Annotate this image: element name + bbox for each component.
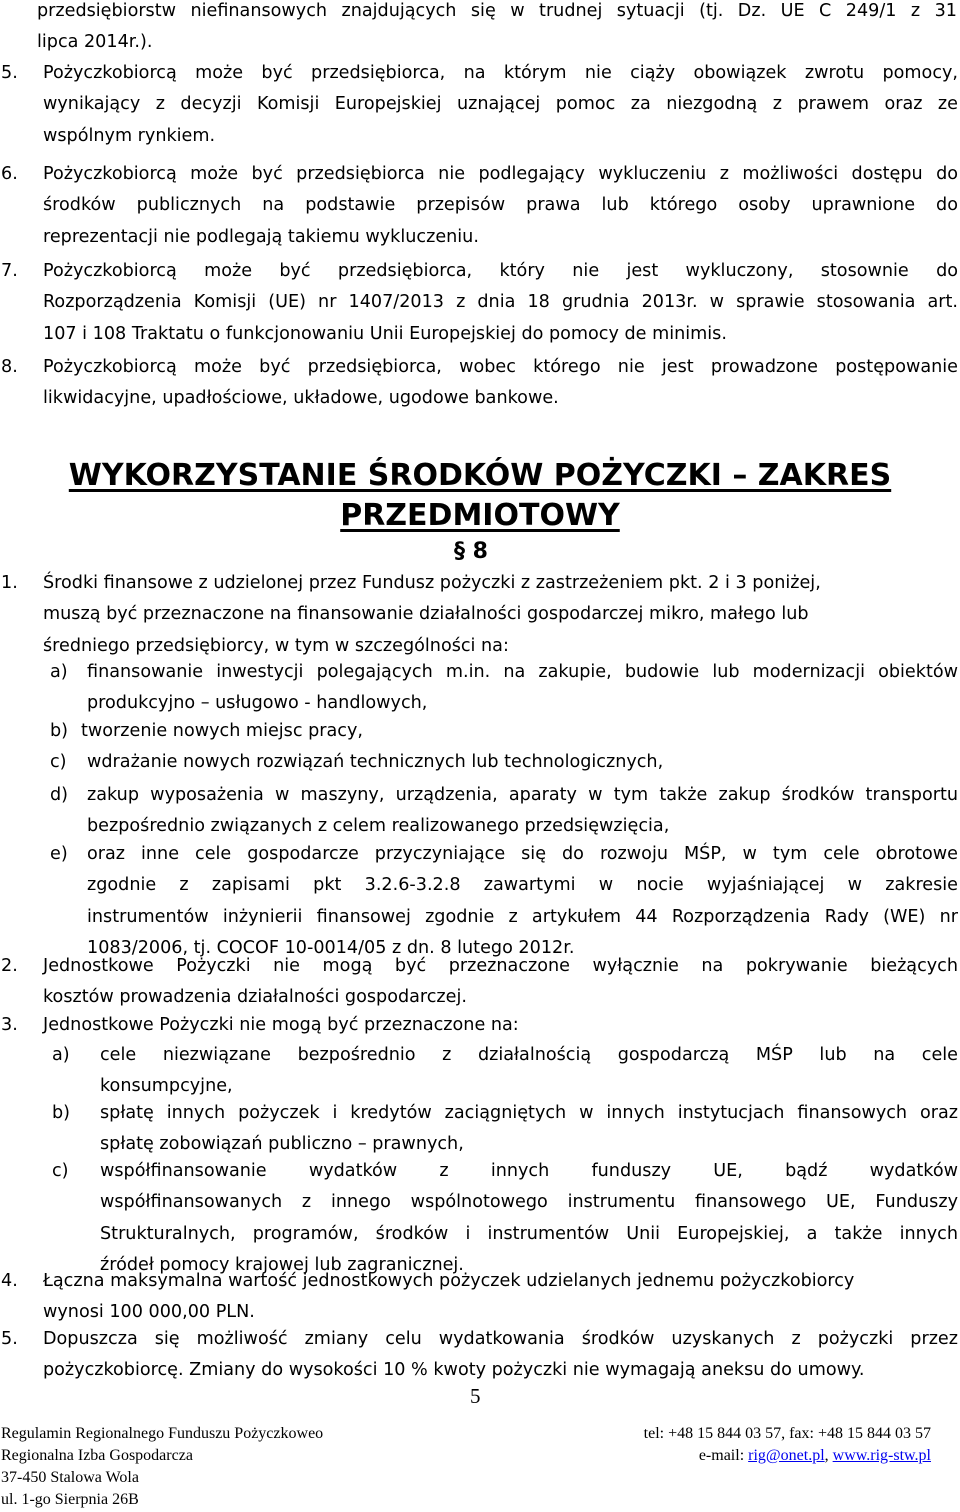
- sub-item-label: c): [52, 1161, 69, 1181]
- section-heading: PRZEDMIOTOWY: [340, 498, 620, 533]
- footer-email-label: e-mail:: [698, 1447, 749, 1464]
- item-number: 6.: [1, 164, 18, 184]
- text-line: wspólnym rynkiem.: [43, 125, 216, 146]
- page-number: 5: [470, 1384, 481, 1408]
- footer-line: 37-450 Stalowa Wola: [1, 1469, 139, 1486]
- sub-item: [50, 716, 958, 747]
- list-item: [1, 1010, 958, 1041]
- list-item: [1, 568, 958, 662]
- sub-item-label: b): [52, 1103, 71, 1123]
- text-line: Pożyczkobiorcą może być przedsiębiorca nie podlegający wykluczeniu z możliwości dostępu do: [43, 164, 958, 184]
- text-line: Pożyczkobiorcą może być przedsiębiorca, na którym nie ciąży obowiązek zwrotu pomocy,: [43, 63, 958, 83]
- website-link[interactable]: www.rig-stw.pl: [832, 1447, 931, 1464]
- list-item: [1, 352, 958, 415]
- text-line: 1083/2006, tj. COCOF 10-0014/05 z dn. 8 lutego 2012r.: [87, 938, 575, 959]
- text-line: instrumentów inżynierii finansowej zgodnie z artykułem 44 Rozporządzenia Rady (WE) nr: [87, 906, 958, 927]
- text-line: Łączna maksymalna wartość jednostkowych pożyczek udzielanych jednemu pożyczkobiorcy: [43, 1271, 855, 1291]
- sub-item: [50, 657, 958, 720]
- text-line: bezpośrednio związanych z celem realizowanego przedsięwzięcia,: [87, 816, 670, 837]
- item-number: 1.: [1, 573, 18, 593]
- text-line: źródeł pomocy krajowej lub zagranicznej.: [100, 1255, 464, 1276]
- sub-item-label: a): [50, 662, 68, 682]
- text-line: Jednostkowe Pożyczki nie mogą być przeznaczone wyłącznie na pokrywanie bieżących: [43, 956, 958, 976]
- text-line: spłatę innych pożyczek i kredytów zaciągniętych w innych instytucjach finansowych oraz: [100, 1103, 958, 1123]
- text-line: cele niezwiązane bezpośrednio z działalnością gospodarczą MŚP lub na cele: [100, 1045, 958, 1065]
- text-line: reprezentacji nie podlegają takiemu wykluczeniu.: [43, 226, 479, 247]
- footer-separator: ,: [824, 1447, 833, 1464]
- sub-item-label: a): [52, 1045, 70, 1065]
- text-line: pożyczkobiorcę. Zmiany do wysokości 10 % kwoty pożyczki nie wymagają aneksu do umowy.: [43, 1360, 865, 1381]
- text-line: Dopuszcza się możliwość zmiany celu wydatkowania środków uzyskanych z pożyczki przez: [43, 1329, 958, 1349]
- list-item: [1, 159, 958, 253]
- item-number: 8.: [1, 357, 18, 377]
- text-line: oraz inne cele gospodarcze przyczyniające się do rozwoju MŚP, w tym cele obrotowe: [87, 844, 958, 864]
- list-item: [1, 1266, 958, 1329]
- text-line: 107 i 108 Traktatu o funkcjonowaniu Unii Europejskiej do pomocy de minimis.: [43, 323, 727, 344]
- sub-item-label: c): [50, 752, 67, 772]
- text-line: konsumpcyjne,: [100, 1076, 233, 1097]
- footer-left: [1, 1423, 323, 1511]
- footer-line: Regulamin Regionalnego Funduszu Pożyczkoweo: [1, 1425, 324, 1442]
- email-link[interactable]: rig@onet.pl: [748, 1447, 825, 1464]
- footer-line: ul. 1-go Sierpnia 26B: [1, 1491, 139, 1508]
- text-line: kosztów prowadzenia działalności gospodarczej.: [43, 987, 467, 1008]
- list-item: [1, 58, 958, 152]
- text-line: wynikający z decyzji Komisji Europejskiej uznającej pomoc za niezgodną z prawem oraz ze: [43, 94, 958, 115]
- list-item: [1, 1324, 958, 1387]
- item-number: 3.: [1, 1015, 18, 1035]
- text-line: środków publicznych na podstawie przepisów prawa lub którego osoby uprawnione do: [43, 195, 958, 216]
- text-line: produkcyjno – usługowo - handlowych,: [87, 693, 428, 714]
- text-line: likwidacyjne, upadłościowe, układowe, ugodowe bankowe.: [43, 388, 559, 409]
- text-line: Środki finansowe z udzielonej przez Fundusz pożyczki z zastrzeżeniem pkt. 2 i 3 poniżej,: [43, 573, 821, 593]
- footer-contact: [644, 1445, 931, 1467]
- list-item: [1, 256, 958, 350]
- footer-phone: tel: +48 15 844 03 57, fax: +48 15 844 03 57: [643, 1425, 931, 1442]
- text-line: zgodnie z zapisami pkt 3.2.6-3.2.8 zawartymi w nocie wyjaśniającej w zakresie: [87, 875, 958, 896]
- item-number: 5.: [1, 63, 18, 83]
- sub-item: [50, 747, 958, 778]
- list-item: [1, 951, 958, 1014]
- sub-item: [50, 780, 958, 843]
- text-line: Strukturalnych, programów, środków i instrumentów Unii Europejskiej, a także innych: [100, 1223, 958, 1244]
- footer-line: Regionalna Izba Gospodarcza: [1, 1447, 193, 1464]
- text-line: Rozporządzenia Komisji (UE) nr 1407/2013 z dnia 18 grudnia 2013r. w sprawie stosowania art.: [43, 292, 958, 313]
- sub-item: [50, 839, 958, 965]
- section-heading: WYKORZYSTANIE ŚRODKÓW POŻYCZKI – ZAKRES: [68, 458, 892, 493]
- text-line: finansowanie inwestycji polegających m.in. na zakupie, budowie lub modernizacji obiektów: [87, 662, 958, 682]
- sub-item-label: d): [50, 785, 69, 805]
- text-line: współfinansowanie wydatków z innych funduszy UE, bądź wydatków: [100, 1161, 958, 1181]
- intro-paragraph: [37, 0, 957, 59]
- sub-item: [52, 1040, 958, 1103]
- item-number: 7.: [1, 261, 18, 281]
- item-number: 5.: [1, 1329, 18, 1349]
- text-line: muszą być przeznaczone na finansowanie działalności gospodarczej mikro, małego lub: [43, 604, 809, 625]
- text-line: lipca 2014r.).: [37, 32, 153, 53]
- text-line: wdrażanie nowych rozwiązań technicznych lub technologicznych,: [87, 752, 664, 772]
- text-line: spłatę zobowiązań publiczno – prawnych,: [100, 1134, 464, 1155]
- text-line: współfinansowanych z innego wspólnotowego instrumentu finansowego UE, Funduszy: [100, 1192, 958, 1213]
- item-number: 4.: [1, 1271, 18, 1291]
- text-line: średniego przedsiębiorcy, w tym w szczególności na:: [43, 635, 509, 656]
- footer-right: [644, 1423, 931, 1467]
- text-line: Pożyczkobiorcą może być przedsiębiorca, który nie jest wykluczony, stosownie do: [43, 261, 958, 281]
- text-line: Jednostkowe Pożyczki nie mogą być przeznaczone na:: [43, 1015, 519, 1035]
- text-line: zakup wyposażenia w maszyny, urządzenia, aparaty w tym także zakup środków transportu: [87, 785, 958, 805]
- item-number: 2.: [1, 956, 18, 976]
- text-line: Pożyczkobiorcą może być przedsiębiorca, wobec którego nie jest prowadzone postępowanie: [43, 357, 958, 377]
- paragraph-mark: § 8: [454, 539, 488, 564]
- text-line: wynosi 100 000,00 PLN.: [43, 1302, 255, 1323]
- sub-item-label: b): [50, 721, 69, 741]
- sub-item: [52, 1156, 958, 1282]
- text-line: tworzenie nowych miejsc pracy,: [81, 721, 363, 741]
- text-line: przedsiębiorstw niefinansowych znajdujących się w trudnej sytuacji (tj. Dz. UE C 249/1 z 31: [37, 1, 957, 21]
- sub-item-label: e): [50, 844, 68, 864]
- sub-item: [52, 1098, 958, 1161]
